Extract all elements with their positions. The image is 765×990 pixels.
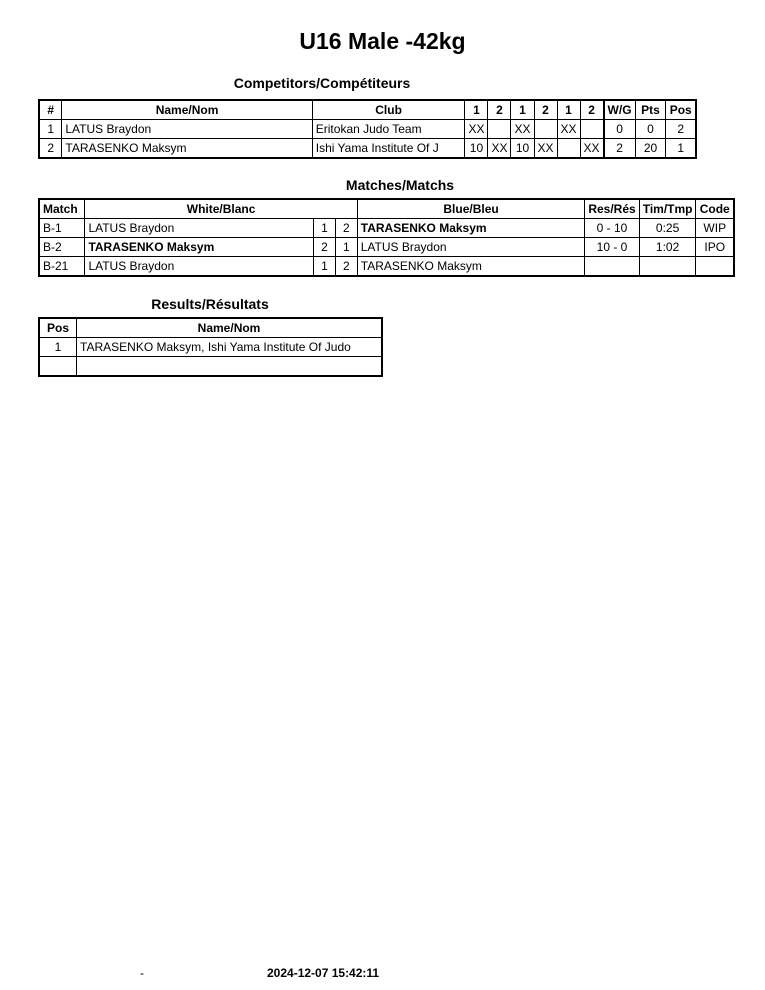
match-id: B-1 (39, 219, 85, 238)
match-time: 1:02 (639, 238, 696, 257)
score-cell (580, 120, 604, 139)
score-cell: XX (488, 139, 511, 159)
blue-player: LATUS Braydon (357, 238, 585, 257)
result-name (77, 357, 382, 377)
competitor-name: TARASENKO Maksym (62, 139, 312, 159)
footer-dash: - (140, 966, 144, 980)
score-cell: XX (557, 120, 580, 139)
white-num: 1 (314, 257, 336, 277)
col-num: # (39, 100, 62, 120)
table-row (39, 219, 734, 238)
position-cell: 1 (666, 139, 696, 159)
col-name: Name/Nom (62, 100, 312, 120)
results-header-row (39, 318, 382, 338)
match-time: 0:25 (639, 219, 696, 238)
results-heading: Results/Résultats (151, 296, 269, 312)
competitor-club: Ishi Yama Institute Of J (312, 139, 465, 159)
white-player: LATUS Braydon (85, 257, 314, 277)
col-time: Tim/Tmp (639, 199, 696, 219)
col-match: Match (39, 199, 85, 219)
blue-num: 2 (335, 257, 357, 277)
competitors-table (38, 99, 697, 159)
white-player: LATUS Braydon (85, 219, 314, 238)
match-id: B-2 (39, 238, 85, 257)
matches-table (38, 198, 735, 277)
result-name: TARASENKO Maksym, Ishi Yama Institute Of Judo (77, 338, 382, 357)
points-cell: 0 (635, 120, 666, 139)
table-row (39, 238, 734, 257)
match-code: IPO (696, 238, 734, 257)
col-club: Club (312, 100, 465, 120)
table-row (39, 139, 696, 159)
col-pts: Pts (635, 100, 666, 120)
competitors-heading: Competitors/Compétiteurs (233, 75, 411, 91)
col-blue: Blue/Bleu (357, 199, 585, 219)
matches-heading: Matches/Matchs (345, 177, 455, 193)
blue-player: TARASENKO Maksym (357, 219, 585, 238)
score-cell: XX (511, 120, 534, 139)
table-row (39, 357, 382, 377)
white-num: 2 (314, 238, 336, 257)
page-title: U16 Male -42kg (299, 28, 466, 54)
match-time (639, 257, 696, 277)
position-cell: 2 (666, 120, 696, 139)
blue-num: 2 (335, 219, 357, 238)
match-result: 10 - 0 (585, 238, 639, 257)
wins-cell: 2 (604, 139, 636, 159)
col-r2: 2 (488, 100, 511, 120)
match-code (696, 257, 734, 277)
score-cell (557, 139, 580, 159)
results-table (38, 317, 383, 377)
competitor-name: LATUS Braydon (62, 120, 312, 139)
score-cell: XX (534, 139, 557, 159)
col-r5: 1 (557, 100, 580, 120)
score-cell: XX (465, 120, 488, 139)
score-cell: 10 (511, 139, 534, 159)
col-r4: 2 (534, 100, 557, 120)
competitor-num: 2 (39, 139, 62, 159)
white-player: TARASENKO Maksym (85, 238, 314, 257)
wins-cell: 0 (604, 120, 636, 139)
col-result: Res/Rés (585, 199, 639, 219)
match-result (585, 257, 639, 277)
result-position: 1 (39, 338, 77, 357)
col-wg: W/G (604, 100, 636, 120)
result-position (39, 357, 77, 377)
score-cell (488, 120, 511, 139)
score-cell (534, 120, 557, 139)
matches-header-row (39, 199, 734, 219)
col-r1: 1 (465, 100, 488, 120)
col-name: Name/Nom (77, 318, 382, 338)
blue-player: TARASENKO Maksym (357, 257, 585, 277)
table-row (39, 257, 734, 277)
score-cell: 10 (465, 139, 488, 159)
col-pos: Pos (39, 318, 77, 338)
footer-timestamp: 2024-12-07 15:42:11 (267, 966, 380, 980)
competitors-header-row (39, 100, 696, 120)
col-pos: Pos (666, 100, 696, 120)
points-cell: 20 (635, 139, 666, 159)
table-row (39, 120, 696, 139)
match-code: WIP (696, 219, 734, 238)
competitor-club: Eritokan Judo Team (312, 120, 465, 139)
col-code: Code (696, 199, 734, 219)
competitor-num: 1 (39, 120, 62, 139)
col-r6: 2 (580, 100, 604, 120)
col-white: White/Blanc (85, 199, 357, 219)
table-row (39, 338, 382, 357)
match-id: B-21 (39, 257, 85, 277)
col-r3: 1 (511, 100, 534, 120)
match-result: 0 - 10 (585, 219, 639, 238)
score-cell: XX (580, 139, 604, 159)
blue-num: 1 (335, 238, 357, 257)
white-num: 1 (314, 219, 336, 238)
